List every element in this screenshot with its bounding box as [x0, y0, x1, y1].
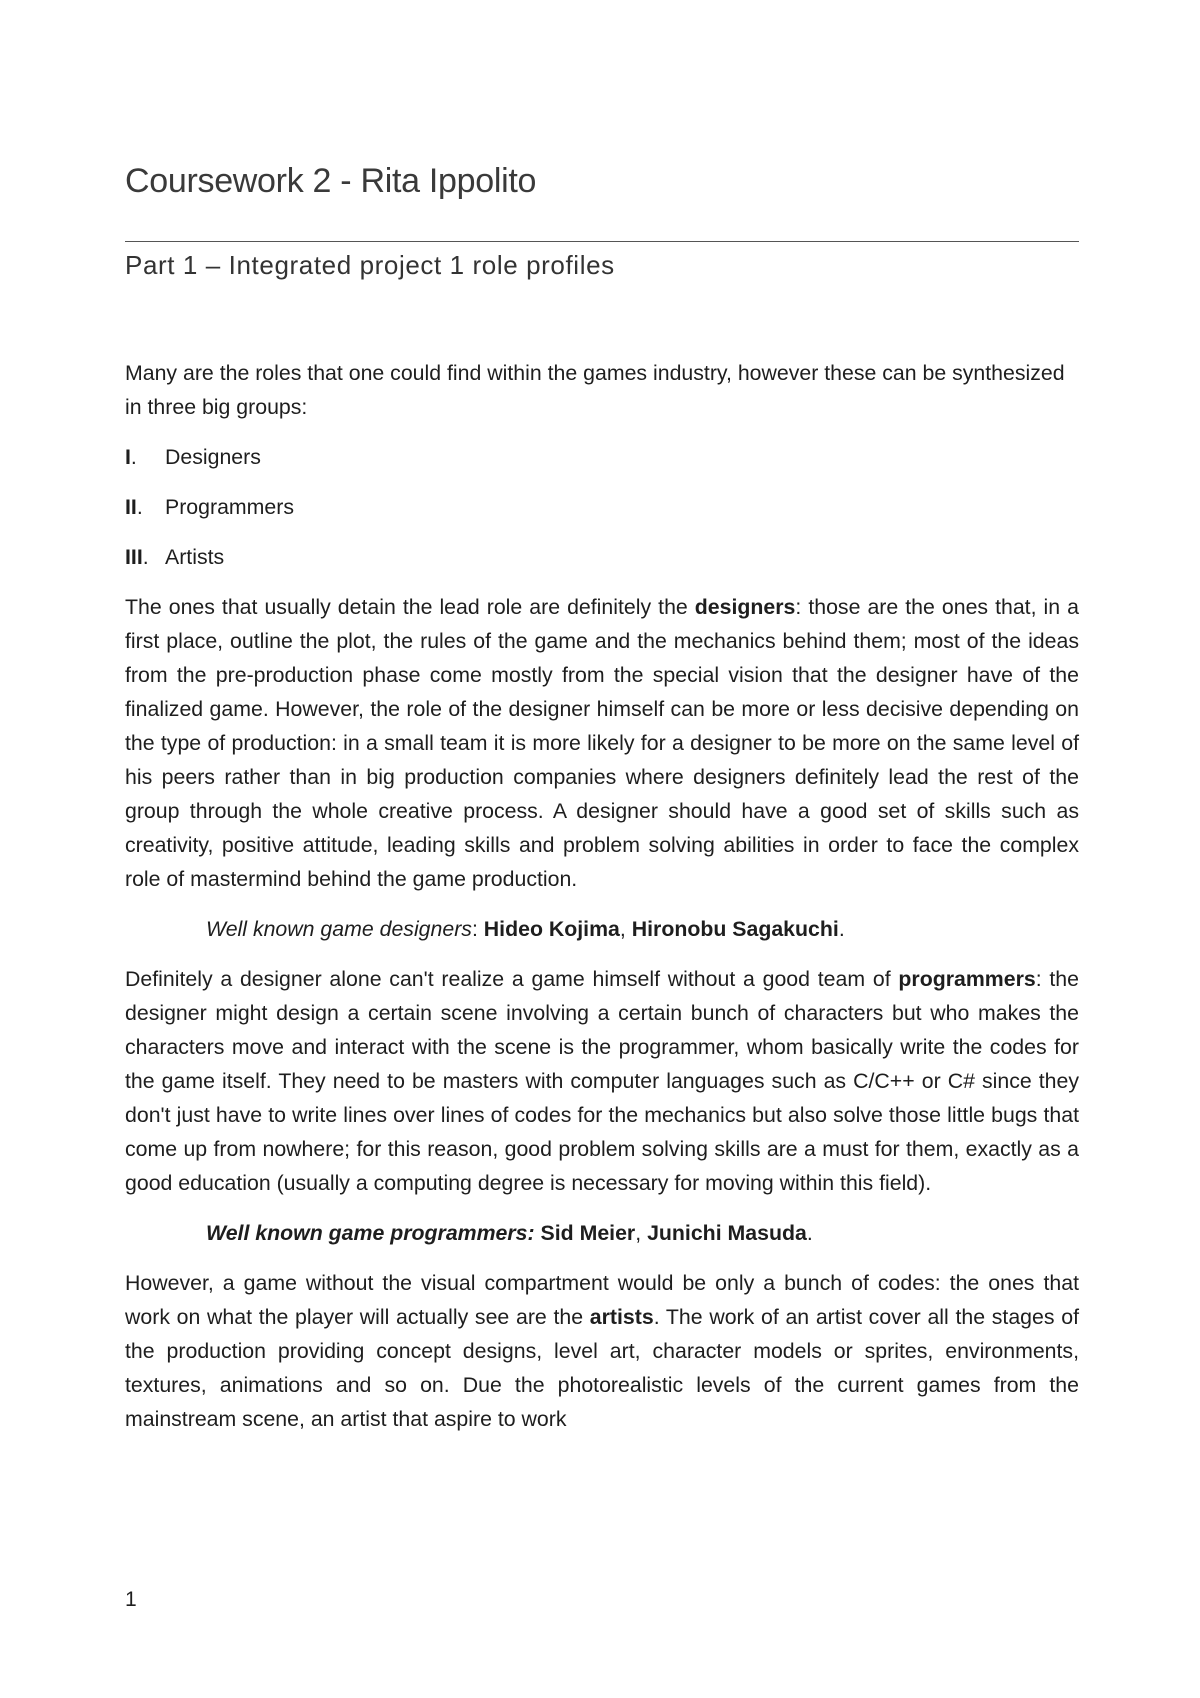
section-subtitle: Part 1 – Integrated project 1 role profiles [125, 250, 615, 280]
list-item: II. Programmers [125, 490, 1079, 524]
list-item-label: Artists [165, 545, 225, 569]
designers-term: designers [694, 595, 796, 619]
programmers-term: programmers [898, 967, 1036, 991]
known-designers-label: Well known game designers [206, 917, 472, 941]
document-title: Coursework 2 - Rita Ippolito [125, 162, 537, 200]
designer-name: Hideo Kojima [483, 917, 620, 941]
document-body [125, 356, 1079, 1452]
artists-term: artists [589, 1305, 654, 1329]
list-numeral: I [125, 445, 131, 469]
artists-paragraph: However, a game without the visual compartment would be only a bunch of codes: the ones that work on what the player will actually see are the artists. The work of an artist cover all the stages of the production providing concept designs, level art, character models or sprites, environments, textures, animations and so on. Due the photorealistic levels of the current games from the mainstream scene, an artist that aspire to work [125, 1271, 1079, 1431]
groups-list [125, 440, 1079, 574]
list-item: III. Artists [125, 540, 1079, 574]
designer-name: Hironobu Sagakuchi [631, 917, 839, 941]
list-item-label: Programmers [165, 495, 294, 519]
known-designers-line: Well known game designers: Hideo Kojima, Hironobu Sagakuchi. [206, 917, 845, 941]
list-numeral: II [125, 495, 137, 519]
programmers-paragraph: Definitely a designer alone can't realize a game himself without a good team of programmers: the designer might design a certain scene involving a certain bunch of characters but who makes the characters move and interact with the scene is the programmer, whom basically write the codes for the game itself. They need to be masters with computer languages such as C/C++ or C# since they don't just have to write lines over lines of codes for the mechanics but also solve those little bugs that come up from nowhere; for this reason, good problem solving skills are a must for them, exactly as a good education (usually a computing degree is necessary for moving within this field). [125, 967, 1079, 1195]
programmer-name: Sid Meier [540, 1221, 636, 1245]
page-number: 1 [125, 1588, 137, 1611]
known-programmers-label: Well known game programmers: [206, 1221, 535, 1245]
intro-paragraph: Many are the roles that one could find within the games industry, however these can be synthesized in three big groups: [125, 361, 1065, 419]
list-item: I. Designers [125, 440, 1079, 474]
known-programmers-line: Well known game programmers: Sid Meier, Junichi Masuda. [206, 1221, 813, 1245]
list-numeral: III [125, 545, 143, 569]
programmer-name: Junichi Masuda [647, 1221, 807, 1245]
designers-paragraph: The ones that usually detain the lead role are definitely the designers: those are the ones that, in a first place, outline the plot, the rules of the game and the mechanics behind them; most of the ideas from the pre-production phase come mostly from the special vision that the designer have of the finalized game. However, the role of the designer himself can be more or less decisive depending on the type of production: in a small team it is more likely for a designer to be more on the same level of his peers rather than in big production companies where designers definitely lead the rest of the group through the whole creative process. A designer should have a good set of skills such as creativity, positive attitude, leading skills and problem solving abilities in order to face the complex role of mastermind behind the game production. [125, 595, 1079, 891]
list-item-label: Designers [165, 445, 261, 469]
title-divider [125, 241, 1079, 242]
